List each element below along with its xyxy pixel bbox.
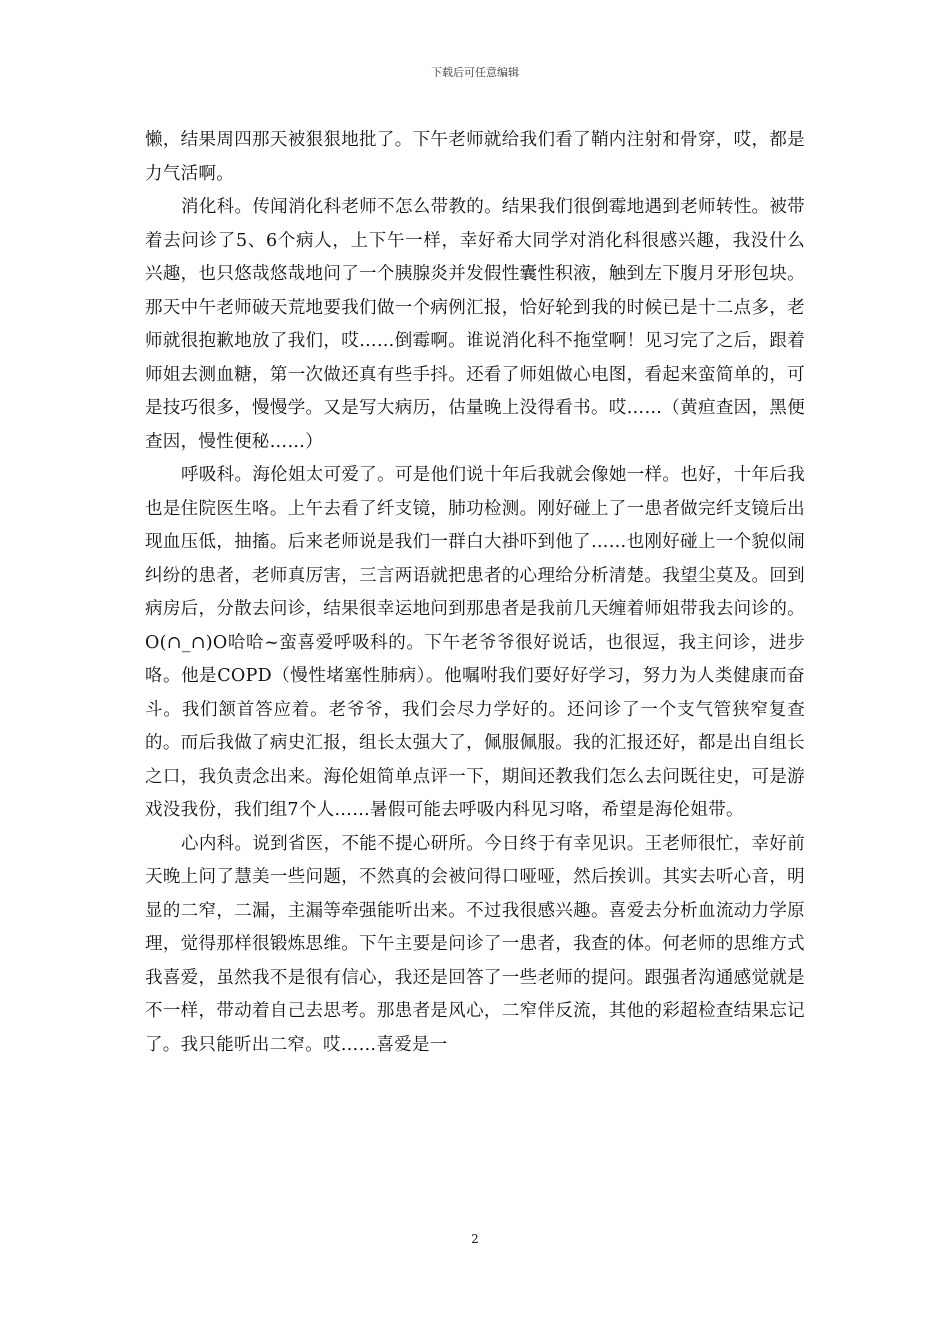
paragraph-gastroenterology: 消化科。传闻消化科老师不怎么带教的。结果我们很倒霉地遇到老师转性。被带着去问诊了5、6个病人，上下午一样，幸好希大同学对消化科很感兴趣，我没什么兴趣，也只悠哉悠哉地问了一个胰腺炎并发假性囊性积液，触到左下腹月牙形包块。那天中午老师破天荒地要我们做一个病例汇报，恰好轮到我的时候已是十二点多，老师就很抱歉地放了我们，哎……倒霉啊。谁说消化科不拖堂啊！见习完了之后，跟着师姐去测血糖，第一次做还真有些手抖。还看了师姐做心电图，看起来蛮简单的，可是技巧很多，慢慢学。又是写大病历，估量晚上没得看书。哎……（黄疸查因，黑便查因，慢性便秘……） (145, 197, 805, 452)
document-body (145, 124, 805, 1062)
paragraph-respiratory: 呼吸科。海伦姐太可爱了。可是他们说十年后我就会像她一样。也好，十年后我也是住院医生咯。上午去看了纤支镜，肺功检测。刚好碰上了一患者做完纤支镜后出现血压低，抽搐。后来老师说是我们一群白大褂吓到他了……也刚好碰上一个貌似闹纠纷的患者，老师真厉害，三言两语就把患者的心理给分析清楚。我望尘莫及。回到病房后，分散去问诊，结果很幸运地问到那患者是我前几天缠着师姐带我去问诊的。O(∩_∩)O哈哈~蛮喜爱呼吸科的。下午老爷爷很好说话，也很逗，我主问诊，进步咯。他是COPD（慢性堵塞性肺病）。他嘱咐我们要好好学习，努力为人类健康而奋斗。我们颔首答应着。老爷爷，我们会尽力学好的。还问诊了一个支气管狭窄复查的。而后我做了病史汇报，组长太强大了，佩服佩服。我的汇报还好，都是出自组长之口，我负责念出来。海伦姐简单点评一下，期间还教我们怎么去问既往史，可是游戏没我份，我们组7个人……暑假可能去呼吸内科见习咯，希望是海伦姐带。 (145, 465, 805, 820)
paragraph-continuation: 懒，结果周四那天被狠狠地批了。下午老师就给我们看了鞘内注射和骨穿，哎，都是力气活啊。 (145, 130, 805, 184)
page-number: 2 (471, 1232, 479, 1246)
page-header: 下载后可任意编辑 (431, 66, 519, 79)
paragraph-cardiology: 心内科。说到省医，不能不提心研所。今日终于有幸见识。王老师很忙，幸好前天晚上问了慧美一些问题，不然真的会被问得口哑哑，然后挨训。其实去听心音，明显的二窄，二漏，主漏等牵强能听出来。不过我很感兴趣。喜爱去分析血流动力学原理，觉得那样很锻炼思维。下午主要是问诊了一患者，我查的体。何老师的思维方式我喜爱，虽然我不是很有信心，我还是回答了一些老师的提问。跟强者沟通感觉就是不一样，带动着自己去思考。那患者是风心，二窄伴反流，其他的彩超检查结果忘记了。我只能听出二窄。哎……喜爱是一 (145, 833, 805, 1055)
